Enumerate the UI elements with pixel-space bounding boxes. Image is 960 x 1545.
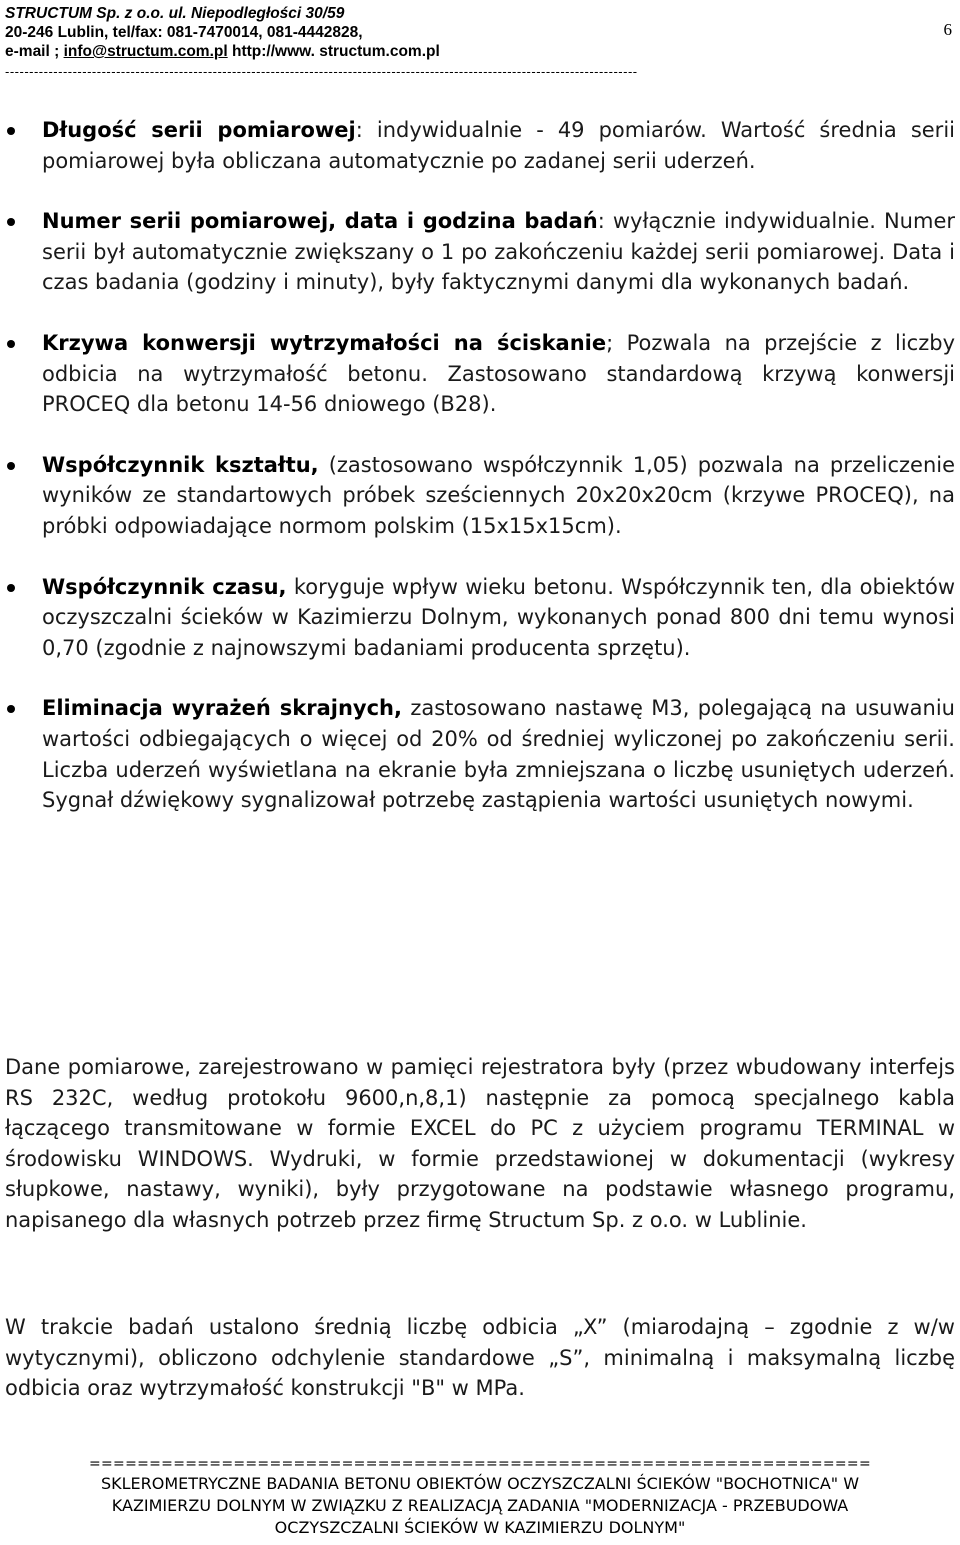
bullet-term: Krzywa konwersji wytrzymałości na ściskanie: [42, 330, 607, 355]
footer-title-line: KAZIMIERZU DOLNYM W ZWIĄZKU Z REALIZACJĄ ZADANIA "MODERNIZACJA - PRZEBUDOWA: [111, 1496, 849, 1515]
bullet-item: [0, 450, 960, 542]
bullet-icon: [7, 462, 15, 470]
bullet-term: Eliminacja wyrażeń skrajnych,: [42, 696, 402, 721]
bullet-text: ; Pozwala na przejście z liczby odbicia na wytrzymałość betonu. Zastosowano standardową krzywą konwersji PROCEQ dla betonu 14-56 dniowego (B28).: [42, 330, 956, 417]
bullet-item: [0, 572, 960, 664]
footer-title-line: SKLEROMETRYCZNE BADANIA BETONU OBIEKTÓW OCZYSZCZALNI ŚCIEKÓW "BOCHOTNICA" W: [100, 1474, 860, 1493]
company-name-address: STRUCTUM Sp. z o.o. ul. Niepodległości 30/59: [5, 5, 345, 22]
bullet-term: Numer serii pomiarowej, data i godzina badań: [42, 209, 598, 234]
company-online: [5, 42, 955, 61]
bullet-icon: [7, 127, 15, 135]
bullet-term: Współczynnik czasu,: [42, 574, 287, 599]
bullet-text: (zastosowano współczynnik 1,05) pozwala na przeliczenie wyników ze standartowych próbek sześciennych 20x20x20cm (krzywe PROCEQ), na próbki odpowiadające normom polskim (15x15x15cm).: [42, 452, 956, 538]
bullet-icon: [7, 705, 15, 713]
bullet-icon: [7, 584, 15, 592]
bullet-item: [0, 328, 960, 420]
bullet-item: [0, 206, 960, 298]
website-link[interactable]: http://www. structum.com.pl: [227, 43, 440, 60]
header-divider: -----------------------------------------------------------------------------------------------------------------------------------: [5, 65, 638, 79]
bullet-text: koryguje wpływ wieku betonu. Współczynnik ten, dla obiektów oczyszczalni ścieków w Kazimierzu Dolnym, wykonanych ponad 800 dni temu wynosi 0,70 (zgodnie z najnowszymi badaniami producenta sprzętu).: [42, 574, 956, 660]
bullet-item: [0, 693, 960, 815]
settings-bullet-list: [0, 115, 960, 846]
bullet-icon: [7, 340, 15, 348]
bullet-icon: [7, 218, 15, 226]
letterhead: [5, 4, 955, 61]
email-link[interactable]: info@structum.com.pl: [63, 43, 228, 60]
results-paragraph: W trakcie badań ustalono średnią liczbę odbicia „X” (miarodajną – zgodnie z w/w wytycznymi), obliczono odchylenie standardowe „S”, minimalną i maksymalną liczbę odbicia oraz wytrzymałość konstrukcji "B" w MPa.: [5, 1315, 955, 1401]
data-transfer-paragraph: Dane pomiarowe, zarejestrowano w pamięci rejestratora były (przez wbudowany interfejs RS 232C, według protokołu 9600,n,8,1) następnie za pomocą specjalnego kabla łączącego transmitowane w formie EXCEL do PC z użyciem programu TERMINAL w środowisku WINDOWS. Wydruki, w formie przedstawionej w dokumentacji (wykresy słupkowe, nastawy, wyniki), były przygotowane na podstawie własnego programu, napisanego dla własnych potrzeb przez firmę Structum Sp. z o.o. w Lublinie.: [5, 1055, 955, 1232]
email-prefix: e-mail ;: [5, 43, 64, 60]
footer-divider: =================================================================: [89, 1456, 871, 1472]
bullet-term: Współczynnik kształtu,: [42, 452, 319, 477]
bullet-term: Długość serii pomiarowej: [42, 118, 356, 142]
document-footer: [0, 1455, 960, 1539]
bullet-text: : indywidualnie - 49 pomiarów. Wartość średnia serii pomiarowej była obliczana automatycznie po zadanej serii uderzeń.: [42, 118, 955, 173]
bullet-text: : wyłącznie indywidualnie. Numer serii był automatycznie zwiększany o 1 po zakończeniu każdej serii pomiarowej. Data i czas badania (godziny i minuty), były faktycznymi danymi dla wykonanych badań.: [42, 209, 955, 295]
page-number: 6: [943, 20, 952, 39]
company-contact: 20-246 Lublin, tel/fax: 081-7470014, 081-4442828,: [5, 24, 363, 41]
bullet-text: zastosowano nastawę M3, polegającą na usuwaniu wartości odbiegających o więcej od 20% od średniej wyliczonej po zakończeniu serii. Liczba uderzeń wyświetlana na ekranie była zmniejszana o liczbę usuniętych uderzeń. Sygnał dźwiękowy sygnalizował potrzebę zastąpienia wartości usuniętych nowymi.: [42, 696, 955, 813]
bullet-item: [0, 115, 960, 176]
footer-title-line: OCZYSZCZALNI ŚCIEKÓW W KAZIMIERZU DOLNYM": [274, 1518, 686, 1537]
